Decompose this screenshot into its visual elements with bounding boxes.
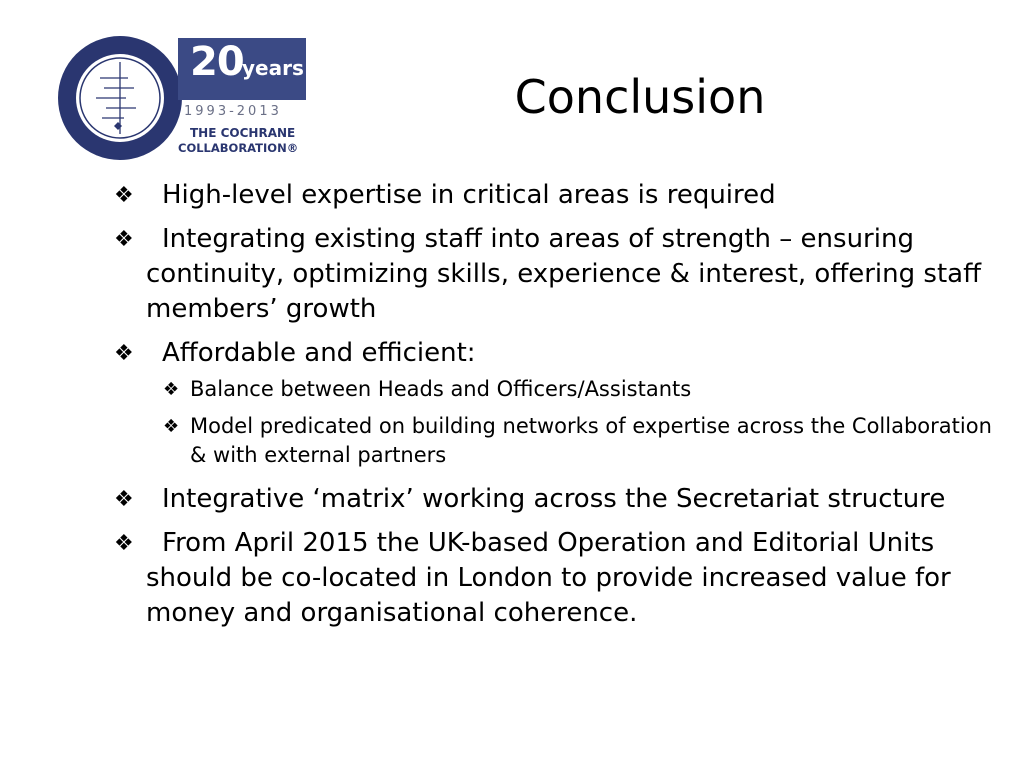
bullet-item	[112, 178, 992, 213]
bullet-text: From April 2015 the UK-based Operation and Editorial Units should be co-located in London to provide increased value for money and organisational coherence.	[146, 528, 951, 628]
sub-bullet-item	[112, 412, 992, 470]
bullet-list	[112, 178, 992, 640]
logo-range: 1993-2013	[184, 104, 282, 119]
slide-title: Conclusion	[514, 70, 766, 124]
bullet-item	[112, 526, 992, 631]
diamond-four-bullet-icon: ❖	[114, 341, 134, 366]
logo-org-line1: THE COCHRANE	[190, 126, 296, 140]
sub-bullet-text: Balance between Heads and Officers/Assistants	[190, 377, 692, 401]
diamond-four-bullet-icon: ❖	[114, 183, 134, 208]
sub-bullet-text: Model predicated on building networks of expertise across the Collaboration & with external partners	[190, 414, 992, 467]
logo-number: 20	[190, 39, 244, 85]
sub-bullet-item	[112, 375, 992, 404]
bullet-text: Integrating existing staff into areas of strength – ensuring continuity, optimizing skills, experience & interest, offering staff members’ growth	[146, 224, 981, 324]
cochrane-forest-plot-logo-icon	[56, 34, 186, 162]
bullet-text: Affordable and efficient:	[162, 338, 476, 368]
bullet-item	[112, 482, 992, 517]
logo-org-line2: COLLABORATION®	[178, 141, 299, 155]
diamond-four-bullet-icon: ❖	[163, 416, 180, 437]
bullet-item	[112, 336, 992, 371]
diamond-four-bullet-icon: ❖	[114, 487, 134, 512]
bullet-text: High-level expertise in critical areas is required	[162, 180, 776, 210]
cochrane-logo	[56, 34, 318, 162]
diamond-four-bullet-icon: ❖	[163, 379, 180, 400]
diamond-four-bullet-icon: ❖	[114, 227, 134, 252]
logo-unit: years	[242, 56, 304, 80]
diamond-four-bullet-icon: ❖	[114, 531, 134, 556]
bullet-item	[112, 222, 992, 327]
bullet-text: Integrative ‘matrix’ working across the Secretariat structure	[162, 484, 946, 514]
